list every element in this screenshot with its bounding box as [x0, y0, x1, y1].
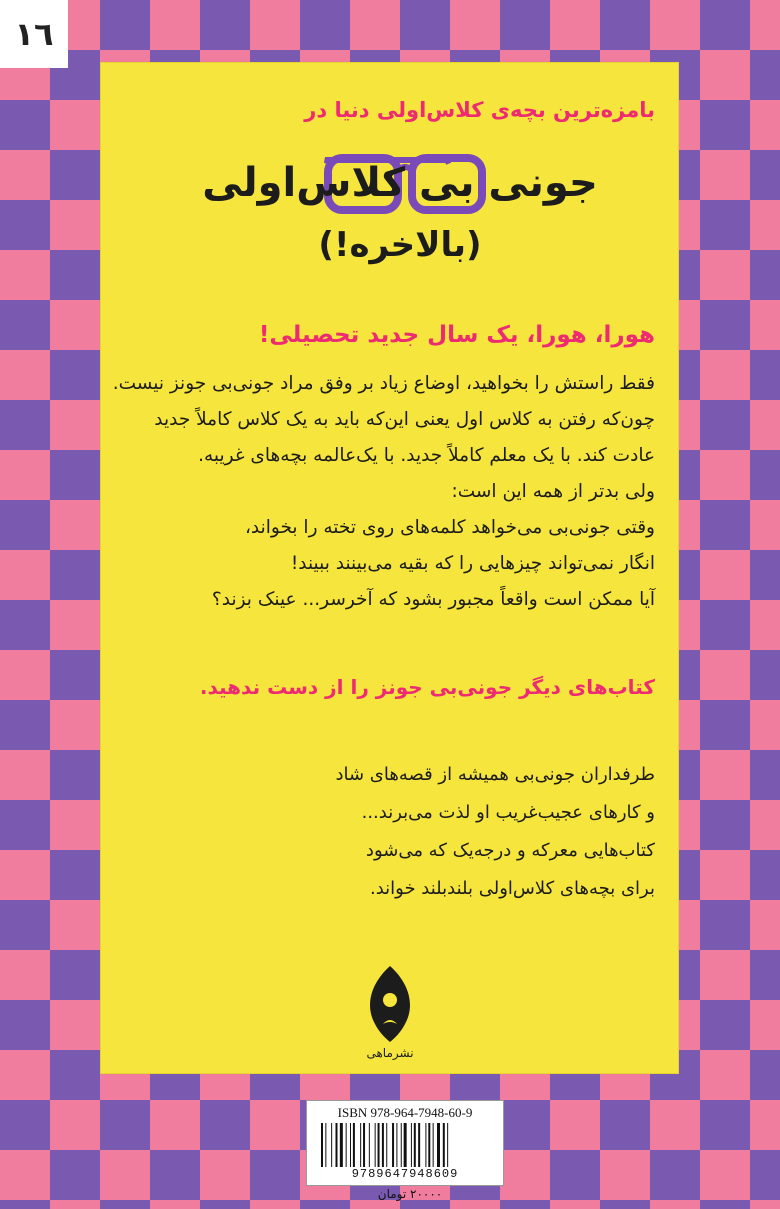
blurb-line: انگار نمی‌تواند چیزهایی را که بقیه می‌بینند ببیند! — [290, 553, 655, 574]
checker-square — [750, 100, 780, 150]
checker-square — [0, 450, 50, 500]
checker-square — [750, 750, 780, 800]
checker-square — [750, 800, 780, 850]
checker-square — [700, 900, 750, 950]
checker-square — [750, 600, 780, 650]
checker-square — [300, 1200, 350, 1209]
checker-square — [0, 800, 50, 850]
checker-square — [750, 1200, 780, 1209]
checker-square — [750, 850, 780, 900]
checker-square — [700, 800, 750, 850]
checker-square — [0, 250, 50, 300]
checker-square — [650, 0, 700, 50]
checker-square — [0, 600, 50, 650]
checker-square — [700, 1000, 750, 1050]
checker-square — [700, 650, 750, 700]
checker-square — [750, 50, 780, 100]
barcode-bar — [392, 1123, 394, 1167]
checker-square — [50, 500, 100, 550]
checker-square — [750, 200, 780, 250]
barcode-number: 9789647948609 — [351, 1167, 459, 1181]
barcode-bar — [369, 1123, 370, 1167]
checker-square — [50, 100, 100, 150]
checker-square — [750, 1050, 780, 1100]
checker-square — [0, 950, 50, 1000]
checker-square — [0, 1050, 50, 1100]
title-block — [180, 148, 620, 218]
barcode-label — [306, 1100, 504, 1186]
checker-square — [250, 1150, 300, 1200]
series-line: بامزه‌ترین بچه‌ی کلاس‌اولی دنیا در — [304, 98, 655, 122]
checker-square — [0, 400, 50, 450]
barcode-bar — [321, 1123, 323, 1167]
checker-square — [600, 0, 650, 50]
checker-square — [700, 350, 750, 400]
headline: هورا، هورا، یک سال جدید تحصیلی! — [258, 322, 655, 348]
checker-square — [50, 350, 100, 400]
checker-square — [50, 450, 100, 500]
barcode — [321, 1123, 489, 1167]
checker-square — [50, 950, 100, 1000]
checker-square — [50, 550, 100, 600]
fans-paragraph — [95, 756, 655, 908]
checker-square — [700, 250, 750, 300]
checker-square — [200, 1100, 250, 1150]
checker-square — [50, 750, 100, 800]
barcode-bar — [433, 1123, 434, 1167]
checker-square — [200, 1150, 250, 1200]
checker-square — [750, 350, 780, 400]
checker-square — [250, 1100, 300, 1150]
barcode-bar — [325, 1123, 326, 1167]
checker-square — [50, 600, 100, 650]
checker-square — [0, 850, 50, 900]
checker-square — [200, 0, 250, 50]
other-books-line: کتاب‌های دیگر جونی‌بی جونز را از دست ندهید. — [199, 675, 655, 699]
checker-square — [150, 1200, 200, 1209]
checker-square — [550, 0, 600, 50]
checker-square — [750, 150, 780, 200]
checker-square — [50, 300, 100, 350]
checker-square — [400, 1200, 450, 1209]
blurb-line: آیا ممکن است واقعاً مجبور بشود که آخرسر... عینک بزند؟ — [211, 589, 655, 610]
checker-square — [0, 150, 50, 200]
checker-square — [0, 1100, 50, 1150]
checker-square — [100, 1100, 150, 1150]
barcode-bar — [340, 1123, 343, 1167]
checker-square — [650, 1100, 700, 1150]
fans-line: کتاب‌هایی معرکه و درجه‌یک که می‌شود — [365, 840, 655, 861]
blurb-line: عادت کند. با یک معلم کاملاً جدید. با یک‌عالمه بچه‌های غریبه. — [198, 445, 655, 466]
checker-square — [0, 750, 50, 800]
checker-square — [500, 1100, 550, 1150]
checker-square — [700, 500, 750, 550]
checker-square — [0, 300, 50, 350]
checker-square — [50, 1200, 100, 1209]
barcode-bar — [404, 1123, 407, 1167]
checker-square — [700, 150, 750, 200]
checker-square — [700, 1050, 750, 1100]
checker-square — [50, 150, 100, 200]
checker-square — [150, 1150, 200, 1200]
barcode-bar — [378, 1123, 380, 1167]
barcode-bar — [437, 1123, 440, 1167]
checker-square — [700, 300, 750, 350]
blurb-line: فقط راستش را بخواهید، اوضاع زیاد بر وفق مراد جونی‌بی جونز نیست. — [112, 373, 655, 394]
checker-square — [750, 500, 780, 550]
checker-square — [750, 1100, 780, 1150]
checker-square — [750, 250, 780, 300]
checker-square — [750, 450, 780, 500]
barcode-bar — [336, 1123, 338, 1167]
checker-square — [750, 1000, 780, 1050]
checker-square — [700, 1150, 750, 1200]
checker-square — [700, 850, 750, 900]
checker-square — [600, 1200, 650, 1209]
price: ۲۰۰۰۰ تومان — [377, 1187, 443, 1201]
barcode-bar — [428, 1123, 430, 1167]
checker-square — [50, 650, 100, 700]
barcode-bar — [350, 1123, 351, 1167]
fans-line: برای بچه‌های کلاس‌اولی بلندبلند خواند. — [369, 878, 655, 899]
barcode-bar — [443, 1123, 445, 1167]
checker-square — [750, 650, 780, 700]
checker-square — [50, 1000, 100, 1050]
checker-square — [750, 900, 780, 950]
checker-square — [0, 1200, 50, 1209]
checker-square — [750, 0, 780, 50]
barcode-bar — [386, 1123, 387, 1167]
checker-square — [700, 400, 750, 450]
barcode-bar — [411, 1123, 412, 1167]
checker-square — [700, 600, 750, 650]
checker-square — [500, 1200, 550, 1209]
barcode-bar — [375, 1123, 376, 1167]
barcode-bar — [401, 1123, 402, 1167]
checker-square — [0, 700, 50, 750]
checker-square — [700, 550, 750, 600]
checker-square — [400, 0, 450, 50]
fans-line: و کارهای عجیب‌غریب او لذت می‌برند... — [361, 802, 655, 823]
checker-square — [50, 1050, 100, 1100]
checker-square — [250, 0, 300, 50]
checker-square — [700, 200, 750, 250]
page-number: ١٦ — [14, 15, 54, 53]
barcode-bar — [360, 1123, 361, 1167]
book-title: جونی بی کلاس‌اولی — [202, 160, 598, 206]
checker-square — [0, 550, 50, 600]
checker-square — [750, 700, 780, 750]
checker-square — [250, 1200, 300, 1209]
checker-square — [750, 300, 780, 350]
checker-square — [750, 1150, 780, 1200]
barcode-bar — [382, 1123, 384, 1167]
blurb — [95, 366, 655, 618]
checker-square — [50, 1100, 100, 1150]
checker-square — [150, 1100, 200, 1150]
page-number-badge — [0, 0, 68, 68]
checker-square — [50, 700, 100, 750]
barcode-bar — [363, 1123, 365, 1167]
checker-square — [700, 700, 750, 750]
barcode-bar — [353, 1123, 355, 1167]
checker-square — [700, 750, 750, 800]
checker-square — [750, 950, 780, 1000]
checker-square — [550, 1200, 600, 1209]
barcode-bar — [346, 1123, 347, 1167]
barcode-bar — [331, 1123, 332, 1167]
publisher-fish-logo — [355, 962, 425, 1052]
checker-square — [50, 250, 100, 300]
checker-square — [50, 400, 100, 450]
checker-square — [450, 0, 500, 50]
checker-square — [700, 1100, 750, 1150]
checker-square — [700, 950, 750, 1000]
publisher-name: نشرماهی — [366, 1046, 414, 1060]
checker-square — [0, 500, 50, 550]
checker-square — [100, 0, 150, 50]
checker-square — [200, 1200, 250, 1209]
checker-square — [450, 1200, 500, 1209]
checker-square — [350, 0, 400, 50]
checker-square — [750, 550, 780, 600]
checker-square — [150, 0, 200, 50]
checker-square — [700, 0, 750, 50]
checker-square — [0, 900, 50, 950]
checker-square — [0, 1150, 50, 1200]
checker-square — [700, 1200, 750, 1209]
checker-square — [0, 1000, 50, 1050]
barcode-bar — [425, 1123, 426, 1167]
checker-square — [50, 900, 100, 950]
barcode-bar — [414, 1123, 416, 1167]
checker-square — [700, 450, 750, 500]
checker-square — [700, 100, 750, 150]
checker-square — [650, 1200, 700, 1209]
barcode-bar — [447, 1123, 448, 1167]
checker-square — [0, 100, 50, 150]
checker-square — [750, 400, 780, 450]
fans-line: طرفداران جونی‌بی همیشه از قصه‌های شاد — [335, 764, 655, 785]
checker-square — [350, 1200, 400, 1209]
checker-square — [700, 50, 750, 100]
blurb-line: ولی بدتر از همه این است: — [451, 481, 655, 502]
checker-square — [500, 0, 550, 50]
checker-square — [600, 1150, 650, 1200]
checker-square — [600, 1100, 650, 1150]
barcode-bar — [418, 1123, 420, 1167]
checker-square — [550, 1150, 600, 1200]
blurb-line: وقتی جونی‌بی می‌خواهد کلمه‌های روی تخته را بخواند، — [244, 517, 655, 538]
checker-square — [50, 850, 100, 900]
checker-square — [50, 200, 100, 250]
checker-square — [0, 650, 50, 700]
checker-square — [650, 1150, 700, 1200]
checker-square — [0, 350, 50, 400]
checker-square — [0, 200, 50, 250]
barcode-bar — [396, 1123, 397, 1167]
checker-square — [300, 0, 350, 50]
checker-square — [500, 1150, 550, 1200]
checker-square — [50, 1150, 100, 1200]
checker-square — [50, 800, 100, 850]
checker-square — [550, 1100, 600, 1150]
isbn-text: ISBN 978-964-7948-60-9 — [337, 1105, 473, 1120]
checker-square — [100, 1200, 150, 1209]
book-subtitle: (بالاخره!) — [318, 225, 482, 265]
blurb-line: چون‌که رفتن به کلاس اول یعنی این‌که باید به یک کلاس کاملاً جدید — [154, 409, 655, 430]
checker-square — [100, 1150, 150, 1200]
